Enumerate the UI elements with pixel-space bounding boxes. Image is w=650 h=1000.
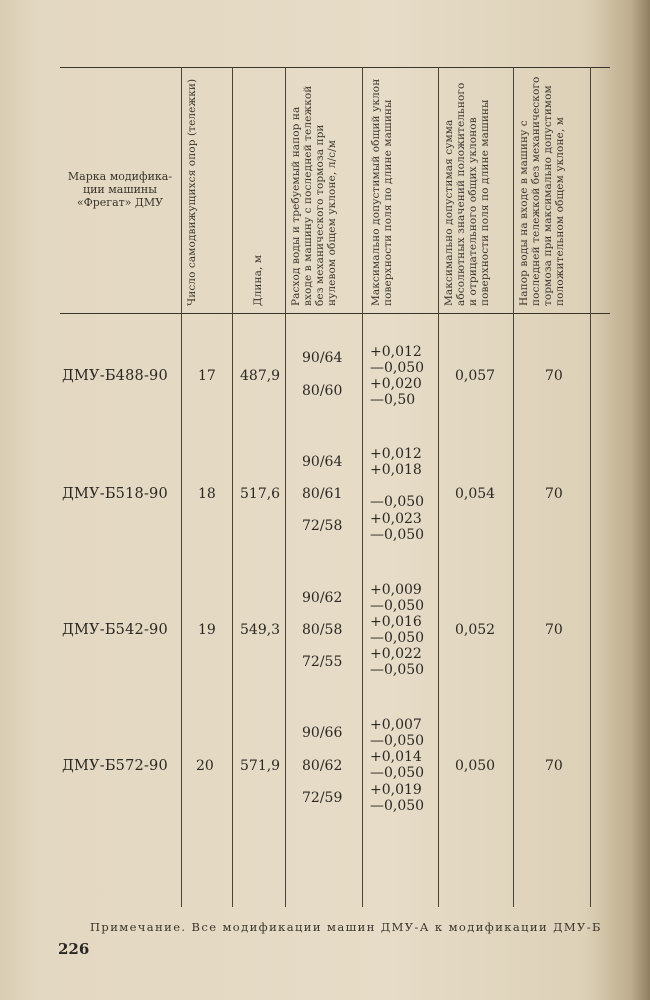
table-note: Примечание. Все модификации машин ДМУ-А к модификации ДМУ-Б: [90, 920, 602, 934]
page-number: 226: [58, 940, 90, 958]
header-supports: Число самодвижущихся опор (тележки): [186, 78, 198, 306]
row-flow: 90/64: [302, 350, 343, 366]
column-divider: [285, 67, 286, 907]
row-supports: 18: [198, 486, 216, 502]
row-flow: 80/60: [302, 383, 343, 399]
row-slope: +0,009: [370, 582, 422, 598]
header-sum: Максимально допустимая сумма абсолютных значений положительного и отрицательного общих уклонов поверхности поля по длине машины: [443, 82, 491, 306]
row-sum: 0,057: [455, 368, 496, 384]
row-flow: 90/62: [302, 590, 343, 606]
row-flow: 90/66: [302, 725, 343, 741]
row-flow: 72/58: [302, 518, 343, 534]
row-flow: 80/58: [302, 622, 343, 638]
row-slope: +0,012: [370, 344, 422, 360]
column-divider: [232, 67, 233, 907]
header-length: Длина, м: [252, 254, 264, 306]
row-model: ДМУ-Б542-90: [62, 622, 168, 638]
row-slope: —0,050: [370, 733, 425, 749]
row-slope: +0,023: [370, 511, 422, 527]
row-pressure: 70: [545, 622, 563, 638]
row-length: 517,6: [240, 486, 281, 502]
row-flow: 72/59: [302, 790, 343, 806]
header-bottom-rule: [60, 313, 610, 314]
row-model: ДМУ-Б518-90: [62, 486, 168, 502]
header-flow: Расход воды и требуемый напор на входе в машину с последней тележкой без механического тормоза при нулевом общем уклоне, л/с/м: [290, 85, 338, 306]
row-pressure: 70: [545, 758, 563, 774]
row-slope: +0,012: [370, 446, 422, 462]
row-length: 571,9: [240, 758, 281, 774]
row-slope: —0,50: [370, 392, 416, 408]
row-sum: 0,050: [455, 758, 496, 774]
row-slope: +0,020: [370, 376, 422, 392]
row-supports: 20: [196, 758, 214, 774]
header-model: Марка модифика-ции машины «Фрегат» ДМУ: [67, 170, 173, 209]
column-divider: [362, 67, 363, 907]
row-slope: +0,019: [370, 782, 422, 798]
column-divider: [590, 67, 591, 907]
row-flow: 80/61: [302, 486, 343, 502]
header-pressure: Напор воды на входе в машину с последней тележкой без механического тормоза при максимально допустимом положительном общем уклоне, м: [518, 76, 566, 306]
row-model: ДМУ-Б488-90: [62, 368, 168, 384]
row-pressure: 70: [545, 486, 563, 502]
row-slope: +0,014: [370, 749, 422, 765]
row-slope: —0,050: [370, 798, 425, 814]
table-top-rule: [60, 67, 610, 68]
column-divider: [513, 67, 514, 907]
column-divider: [181, 67, 182, 907]
row-slope: +0,016: [370, 614, 422, 630]
row-slope: +0,018: [370, 462, 422, 478]
row-slope: —0,050: [370, 494, 425, 510]
row-supports: 19: [198, 622, 216, 638]
row-supports: 17: [198, 368, 216, 384]
row-model: ДМУ-Б572-90: [62, 758, 168, 774]
header-slope: Максимально допустимый общий уклон поверхности поля по длине машины: [370, 78, 394, 306]
row-length: 549,3: [240, 622, 281, 638]
row-flow: 90/64: [302, 454, 343, 470]
row-slope: +0,022: [370, 646, 422, 662]
row-pressure: 70: [545, 368, 563, 384]
row-slope: —0,050: [370, 598, 425, 614]
row-sum: 0,054: [455, 486, 496, 502]
row-slope: —0,050: [370, 662, 425, 678]
row-slope: —0,050: [370, 527, 425, 543]
row-flow: 72/55: [302, 654, 343, 670]
row-slope: +0,007: [370, 717, 422, 733]
row-slope: —0,050: [370, 360, 425, 376]
row-flow: 80/62: [302, 758, 343, 774]
column-divider: [438, 67, 439, 907]
row-sum: 0,052: [455, 622, 496, 638]
row-slope: —0,050: [370, 765, 425, 781]
row-slope: —0,050: [370, 630, 425, 646]
row-length: 487,9: [240, 368, 281, 384]
